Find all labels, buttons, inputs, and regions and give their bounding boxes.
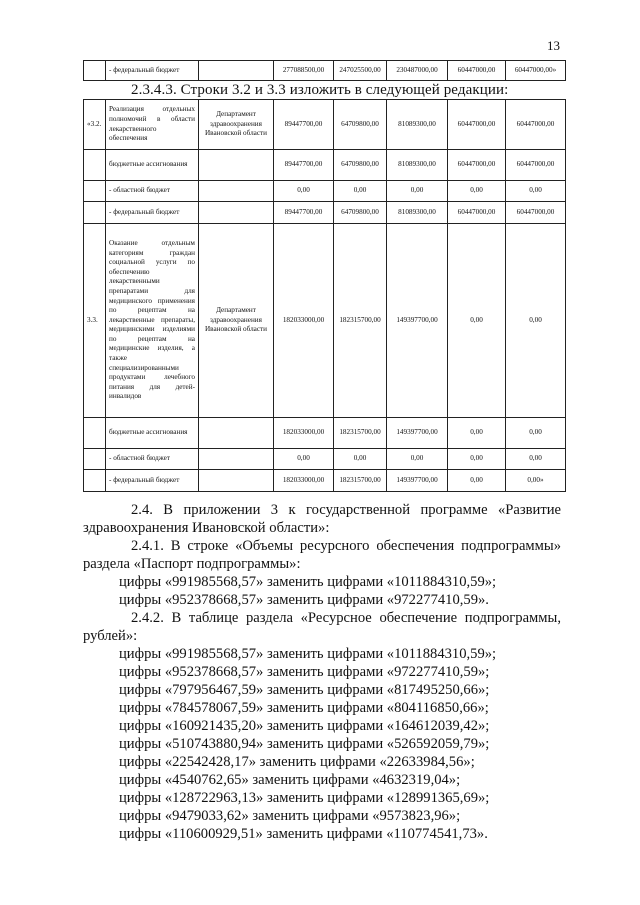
value-cell: 60447000,00 bbox=[448, 150, 506, 181]
value-cell: 0,00 bbox=[448, 181, 506, 202]
row-label: Оказание отдельным категориям граждан социальной услуги по обеспечению лекарственными препаратами для медицинского применения по рецептам на лекарственные препараты, медицинскими изделиями по рецептам на медицинские изделия, а также специализированными продуктами лечебного питания для детей-инвалидов bbox=[106, 224, 199, 418]
value-cell: 182315700,00 bbox=[334, 224, 387, 418]
value-cell: 247025500,00 bbox=[334, 61, 387, 81]
value-cell: 0,00 bbox=[448, 470, 506, 492]
value-cell: 60447000,00 bbox=[506, 202, 566, 224]
row-label: бюджетные ассигнования bbox=[106, 150, 199, 181]
value-cell: 182033000,00 bbox=[274, 470, 334, 492]
value-cell: 60447000,00 bbox=[506, 100, 566, 150]
row-department: Департамент здравоохранения Ивановской области bbox=[199, 100, 274, 150]
value-cell: 0,00 bbox=[334, 181, 387, 202]
row-number bbox=[84, 181, 106, 202]
table-row bbox=[84, 418, 566, 449]
value-cell: 0,00 bbox=[506, 449, 566, 470]
value-cell: 0,00 bbox=[448, 224, 506, 418]
value-cell: 182033000,00 bbox=[274, 418, 334, 449]
row-label: - федеральный бюджет bbox=[106, 61, 199, 81]
row-number bbox=[84, 202, 106, 224]
paragraph-2-4-2-line1: 2.4.2. В таблице раздела «Ресурсное обеспечение подпрограммы, bbox=[131, 610, 561, 626]
row-number bbox=[84, 449, 106, 470]
value-cell: 182033000,00 bbox=[274, 224, 334, 418]
budget-table bbox=[83, 99, 566, 492]
row-label: - федеральный бюджет bbox=[106, 470, 199, 492]
table-row bbox=[84, 224, 566, 418]
replacement-line: цифры «991985568,57» заменить цифрами «1011884310,59»; bbox=[119, 646, 497, 662]
value-cell: 60447000,00 bbox=[506, 150, 566, 181]
value-cell: 0,00» bbox=[506, 470, 566, 492]
row-number bbox=[84, 418, 106, 449]
row-department bbox=[199, 181, 274, 202]
value-cell: 0,00 bbox=[448, 418, 506, 449]
table-row bbox=[84, 202, 566, 224]
value-cell: 0,00 bbox=[334, 449, 387, 470]
row-department bbox=[199, 61, 274, 81]
row-number bbox=[84, 61, 106, 81]
replacement-line: цифры «952378668,57» заменить цифрами «972277410,59». bbox=[119, 592, 489, 608]
row-department bbox=[199, 449, 274, 470]
row-number: «3.2. bbox=[84, 100, 106, 150]
section-heading: 2.3.4.3. Строки 3.2 и 3.3 изложить в следующей редакции: bbox=[131, 82, 509, 98]
table-row bbox=[84, 100, 566, 150]
row-department bbox=[199, 470, 274, 492]
replacement-line: цифры «22542428,17» заменить цифрами «22633984,56»; bbox=[119, 754, 475, 770]
replacement-line: цифры «128722963,13» заменить цифрами «128991365,69»; bbox=[119, 790, 490, 806]
value-cell: 182315700,00 bbox=[334, 418, 387, 449]
row-label: Реализация отдельных полномочий в области лекарственного обеспечения bbox=[106, 100, 199, 150]
paragraph-2-4-line2: здравоохранения Ивановской области»: bbox=[83, 520, 330, 536]
value-cell: 60447000,00» bbox=[506, 61, 566, 81]
paragraph-2-4-2-line2: рублей»: bbox=[83, 628, 138, 644]
value-cell: 89447700,00 bbox=[274, 202, 334, 224]
value-cell: 182315700,00 bbox=[334, 470, 387, 492]
row-department bbox=[199, 202, 274, 224]
value-cell: 0,00 bbox=[274, 181, 334, 202]
paragraph-2-4-1-line1: 2.4.1. В строке «Объемы ресурсного обеспечения подпрограммы» bbox=[131, 538, 561, 554]
value-cell: 81089300,00 bbox=[387, 150, 448, 181]
value-cell: 0,00 bbox=[387, 449, 448, 470]
value-cell: 0,00 bbox=[506, 418, 566, 449]
row-label: - федеральный бюджет bbox=[106, 202, 199, 224]
value-cell: 60447000,00 bbox=[448, 202, 506, 224]
table-row bbox=[84, 181, 566, 202]
replacement-line: цифры «9479033,62» заменить цифрами «9573823,96»; bbox=[119, 808, 461, 824]
row-number bbox=[84, 150, 106, 181]
value-cell: 89447700,00 bbox=[274, 150, 334, 181]
value-cell: 230487000,00 bbox=[387, 61, 448, 81]
replacement-line: цифры «784578067,59» заменить цифрами «804116850,66»; bbox=[119, 700, 489, 716]
table-row bbox=[84, 449, 566, 470]
row-label: бюджетные ассигнования bbox=[106, 418, 199, 449]
value-cell: 149397700,00 bbox=[387, 418, 448, 449]
value-cell: 81089300,00 bbox=[387, 202, 448, 224]
replacement-line: цифры «110600929,51» заменить цифрами «110774541,73». bbox=[119, 826, 488, 842]
paragraph-2-4-line1: 2.4. В приложении 3 к государственной программе «Развитие bbox=[131, 502, 561, 518]
row-department bbox=[199, 418, 274, 449]
row-number bbox=[84, 470, 106, 492]
row-department: Департамент здравоохранения Ивановской области bbox=[199, 224, 274, 418]
replacement-line: цифры «797956467,59» заменить цифрами «817495250,66»; bbox=[119, 682, 490, 698]
replacement-line: цифры «991985568,57» заменить цифрами «1011884310,59»; bbox=[119, 574, 497, 590]
value-cell: 64709800,00 bbox=[334, 100, 387, 150]
value-cell: 0,00 bbox=[506, 224, 566, 418]
value-cell: 81089300,00 bbox=[387, 100, 448, 150]
value-cell: 60447000,00 bbox=[448, 100, 506, 150]
page-number: 13 bbox=[547, 38, 560, 53]
value-cell: 277088500,00 bbox=[274, 61, 334, 81]
table-row bbox=[84, 61, 566, 81]
table-row bbox=[84, 150, 566, 181]
value-cell: 149397700,00 bbox=[387, 470, 448, 492]
table-row bbox=[84, 470, 566, 492]
value-cell: 149397700,00 bbox=[387, 224, 448, 418]
value-cell: 60447000,00 bbox=[448, 61, 506, 81]
value-cell: 0,00 bbox=[387, 181, 448, 202]
replacement-line: цифры «4540762,65» заменить цифрами «4632319,04»; bbox=[119, 772, 461, 788]
value-cell: 0,00 bbox=[506, 181, 566, 202]
row-number: 3.3. bbox=[84, 224, 106, 418]
row-department bbox=[199, 150, 274, 181]
paragraph-2-4-1-line2: раздела «Паспорт подпрограммы»: bbox=[83, 556, 301, 572]
replacement-line: цифры «160921435,20» заменить цифрами «164612039,42»; bbox=[119, 718, 490, 734]
value-cell: 0,00 bbox=[448, 449, 506, 470]
value-cell: 0,00 bbox=[274, 449, 334, 470]
value-cell: 64709800,00 bbox=[334, 150, 387, 181]
replacement-line: цифры «510743880,94» заменить цифрами «526592059,79»; bbox=[119, 736, 490, 752]
row-label: - областной бюджет bbox=[106, 181, 199, 202]
value-cell: 89447700,00 bbox=[274, 100, 334, 150]
replacement-line: цифры «952378668,57» заменить цифрами «972277410,59»; bbox=[119, 664, 490, 680]
previous-table-fragment bbox=[83, 60, 566, 81]
value-cell: 64709800,00 bbox=[334, 202, 387, 224]
row-label: - областной бюджет bbox=[106, 449, 199, 470]
